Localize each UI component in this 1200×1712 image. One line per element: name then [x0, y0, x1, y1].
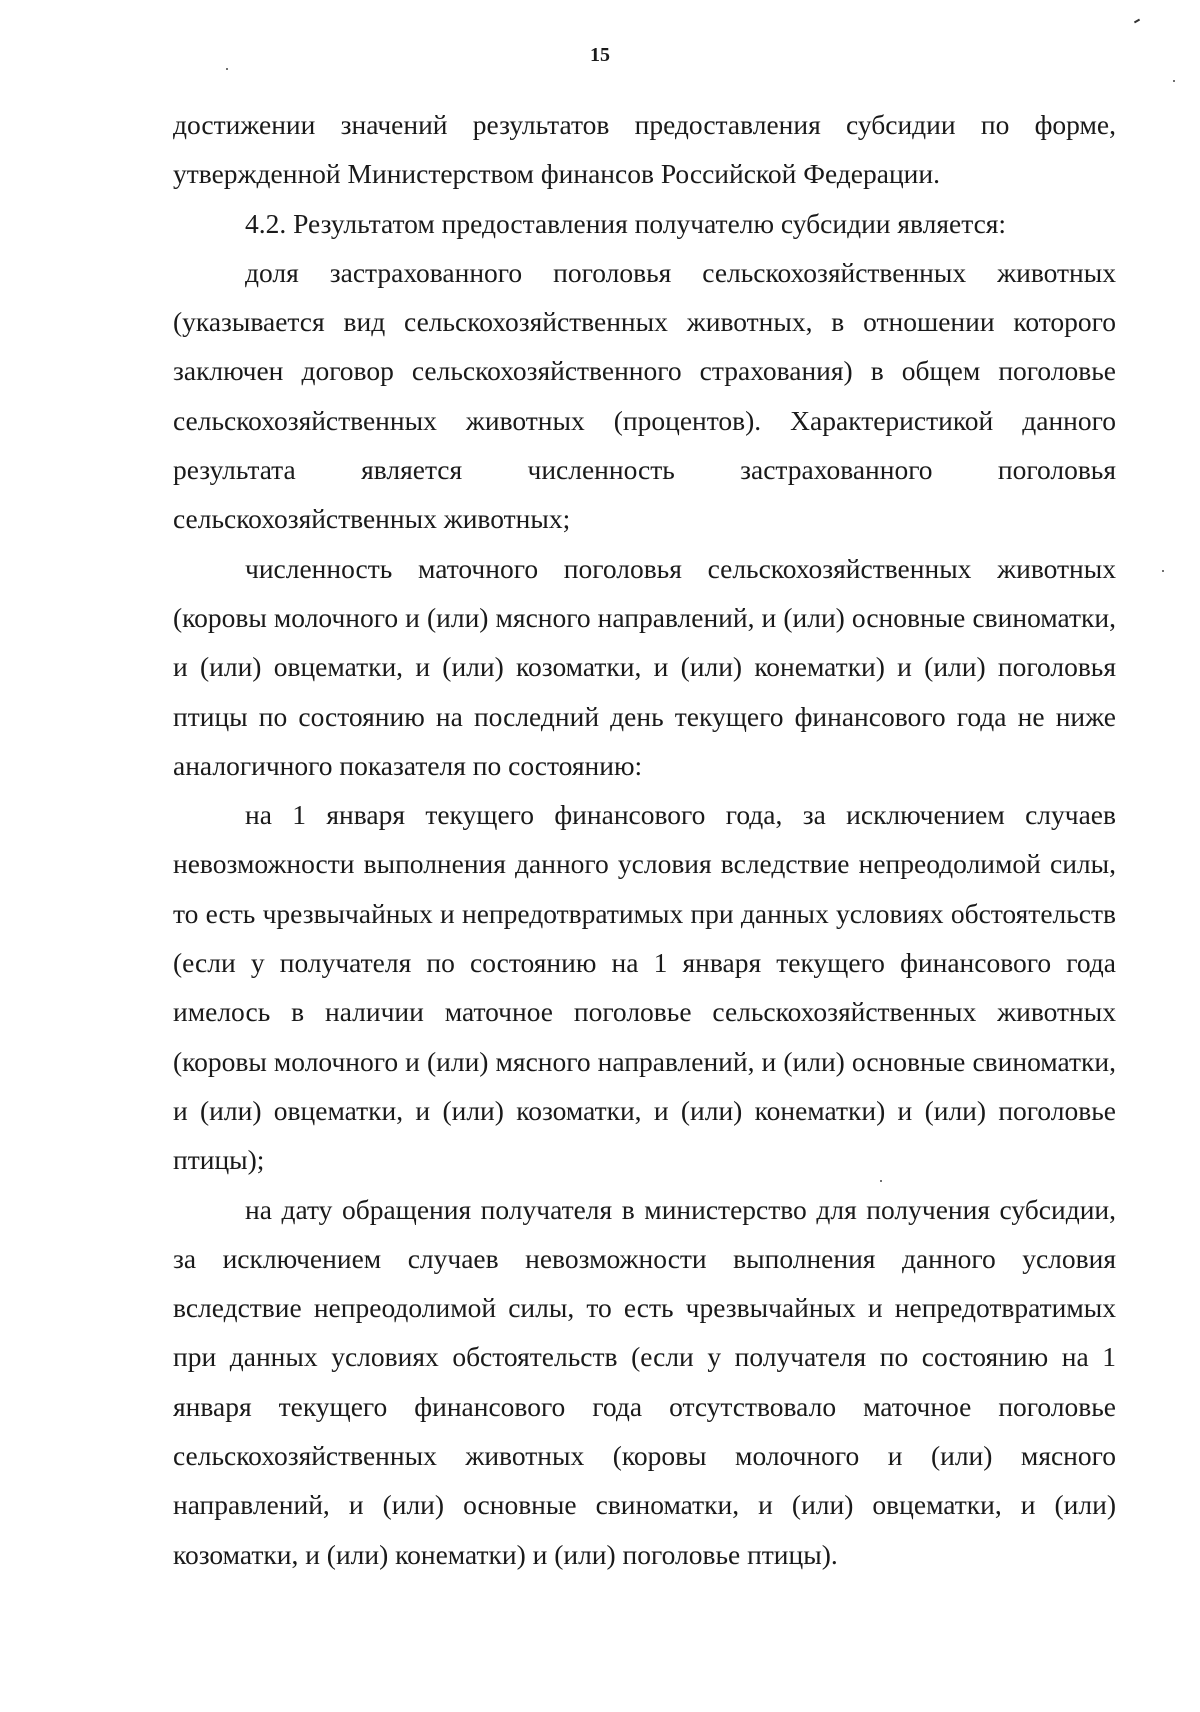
paragraph: 4.2. Результатом предоставления получателю субсидии является:	[245, 207, 1007, 239]
document-body	[173, 100, 1116, 1579]
paragraph: достижении значений результатов предоставления субсидии по форме, утвержденной Министерством финансов Российской Федерации.	[173, 109, 1116, 190]
scan-speck	[226, 68, 228, 70]
paragraph: доля застрахованного поголовья сельскохозяйственных животных (указывается вид сельскохозяйственных животных, в отношении которого заключен договор сельскохозяйственного страхования) в общем поголовье сельскохозяйственных животных (процентов). Характеристикой данного результата является численность застрахованного поголовья сельскохозяйственных животных;	[173, 256, 1116, 535]
scan-mark	[1134, 19, 1140, 24]
paragraph: на дату обращения получателя в министерство для получения субсидии, за исключением случаев невозможности выполнения данного условия вследствие непреодолимой силы, то есть чрезвычайных и непредотвратимых при данных условиях обстоятельств (если у получателя по состоянию на 1 января текущего финансового года отсутствовало маточное поголовье сельскохозяйственных животных (коровы молочного и (или) мясного направлений, и (или) основные свиноматки, и (или) овцематки, и (или) козоматки, и (или) конематки) и (или) поголовье птицы).	[173, 1193, 1116, 1570]
paragraph: на 1 января текущего финансового года, за исключением случаев невозможности выполнения данного условия вследствие непреодолимой силы, то есть чрезвычайных и непредотвратимых при данных условиях обстоятельств (если у получателя по состоянию на 1 января текущего финансового года имелось в наличии маточное поголовье сельскохозяйственных животных (коровы молочного и (или) мясного направлений, и (или) основные свиноматки, и (или) овцематки, и (или) козоматки, и (или) конематки) и (или) поголовье птицы);	[173, 799, 1116, 1176]
page-number: 15	[590, 44, 610, 66]
paragraph: численность маточного поголовья сельскохозяйственных животных (коровы молочного и (или) мясного направлений, и (или) основные свиноматки, и (или) овцематки, и (или) козоматки, и (или) конематки) и (или) поголовья птицы по состоянию на последний день текущего финансового года не ниже аналогичного показателя по состоянию:	[173, 552, 1116, 781]
scan-speck	[1173, 80, 1175, 82]
scan-speck	[1162, 570, 1164, 572]
